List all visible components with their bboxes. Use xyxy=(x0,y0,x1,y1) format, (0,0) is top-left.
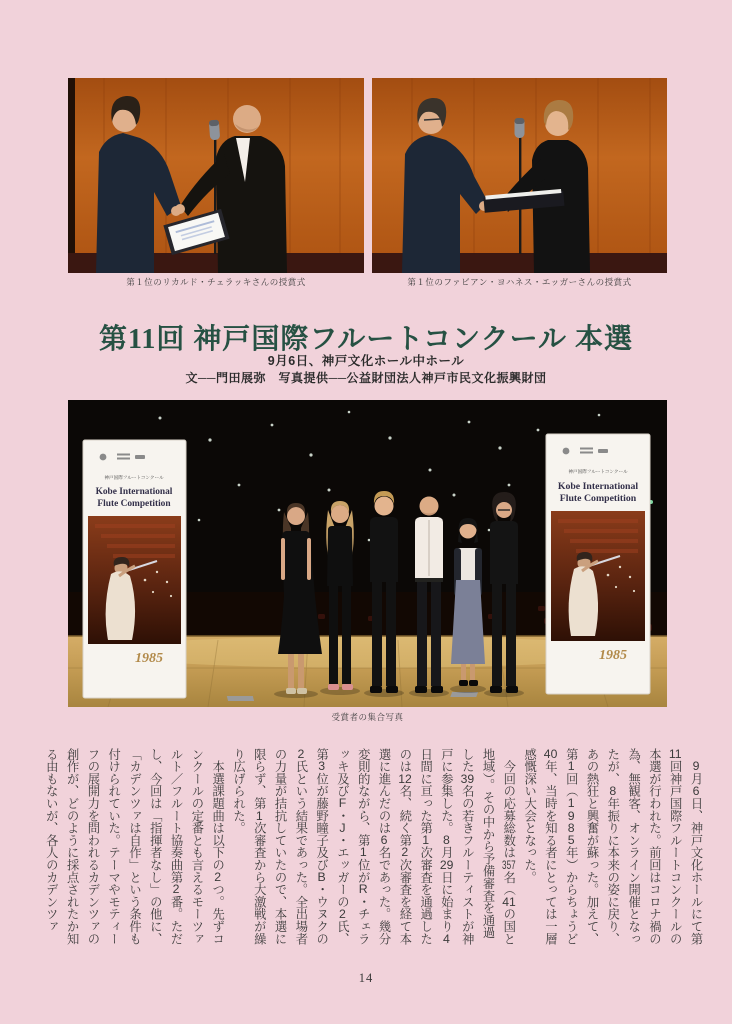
inline-number: 11 xyxy=(668,748,682,761)
inline-number: 9 xyxy=(692,760,700,773)
banner-title-ja: 神戸国際フルートコンクール xyxy=(568,469,628,474)
inline-number: 2 xyxy=(401,846,409,859)
award-photo-left-illustration xyxy=(68,78,364,273)
inline-number: 5 xyxy=(567,834,575,847)
inline-number: 1 xyxy=(255,809,263,822)
inline-number: 2 xyxy=(297,748,305,761)
inline-number: 8 xyxy=(609,784,617,798)
credits-line: 文──門田展弥 写真提供──公益財団法人神戸市民文化振興財団 xyxy=(185,371,547,385)
banner-year: 1985 xyxy=(135,651,163,666)
inline-number: 39 xyxy=(460,772,475,785)
inline-number: 12 xyxy=(398,772,412,785)
inline-number: 4 xyxy=(443,932,450,945)
page-title: 第11回 神戸国際フルートコンクール 本選 xyxy=(98,323,634,355)
article-body: 9月6日、神戸文化ホールにて第11回神戸国際フルートコンクールの本選が行われた。前回はコロナ禍の為、無観客、オンライン開催となったが、8年振りに本来の姿に戻り、あの熱狂と興奮が蘇った。加えて、第1回（1985年）からちょうど40年、当時を知る者にとっては一層感慨深い大会となった。 今回の応募総数は357名（41の国と地域）。その中から予備審査を通過した39名の若きフルーティストが神戸に参集した。8月29日に始まり4日間に亘った第1次審査を通過したのは12名、続く第2次審査を経て本選に進んだのは6名であった。幾分変則的ながら、第1位がR・チェラッキ及びF・J・エッガーの2氏、第3位が藤野瞳子及びB・ウヌクの2氏という結果であった。全出場者の力量が拮抗していたので、本選に限らず、第1次審査から大激戦が繰り広げられた。 本選課題曲は以下の2つ。先ずコンクールの定番とも言えるモーツァルト／フルート協奏曲第2番。ただし、今回は「指揮者なし」の他に、「カデンツァは自作」という条件も付けられていた。テーマやモティーフの展開力を問われるカデンツァの創作が、どのように採点されたか知る由もないが、各人のカデンツァ xyxy=(44,748,703,945)
banner-photo-flutist xyxy=(88,516,181,644)
group-photo-caption: 受賞者の集合写真 xyxy=(331,712,404,722)
inline-number: 2 xyxy=(214,871,222,884)
inline-number: 6 xyxy=(380,834,388,847)
inline-number: 1 xyxy=(359,846,367,859)
inline-number: 1 xyxy=(422,834,430,847)
inline-number: 357 xyxy=(502,858,516,871)
inline-number: 8 xyxy=(443,834,450,847)
inline-number: 3 xyxy=(318,760,326,773)
photo-caption-left: 第１位のリカルド・チェラッキさんの授賞式 xyxy=(126,277,306,287)
stage-edge-shadow xyxy=(68,78,75,255)
photo-caption-right: 第１位のファビアン・ヨハネス・エッガーさんの授賞式 xyxy=(407,277,632,287)
date-venue-line: 9月6日、神戸文化ホール中ホール xyxy=(267,354,465,368)
award-photo-egger xyxy=(372,78,667,273)
inline-number: 1 xyxy=(567,760,575,773)
inline-number: 40 xyxy=(543,748,558,761)
banner-title-en-1: Kobe International xyxy=(557,481,639,492)
banner-title-en-1: Kobe International xyxy=(95,487,173,497)
inline-number: 41 xyxy=(502,895,516,908)
inline-number: R xyxy=(358,883,368,896)
banner-photo-flutist xyxy=(551,511,645,641)
inline-number: 9 xyxy=(567,809,575,822)
page-number: 14 xyxy=(358,971,374,985)
banner-year: 1985 xyxy=(599,648,627,663)
inline-number: 2 xyxy=(172,883,180,896)
inline-number: 8 xyxy=(567,821,575,835)
inline-number: 6 xyxy=(692,784,700,798)
award-photo-right-illustration xyxy=(372,78,667,273)
inline-number: F xyxy=(338,797,347,810)
group-photo-illustration xyxy=(68,400,667,707)
banner-title-ja: 神戸国際フルートコンクール xyxy=(104,475,164,480)
inline-number: 2 xyxy=(339,907,346,921)
award-photo-cerretti xyxy=(68,78,364,273)
group-photo-winners xyxy=(68,400,667,707)
banner-title-en-2: Flute Competition xyxy=(559,493,637,504)
inline-number: B xyxy=(317,871,326,884)
banner-title-en-2: Flute Competition xyxy=(97,499,171,509)
inline-number: 1 xyxy=(567,797,575,810)
inline-number: 29 xyxy=(439,858,454,872)
inline-number: J xyxy=(339,821,346,835)
